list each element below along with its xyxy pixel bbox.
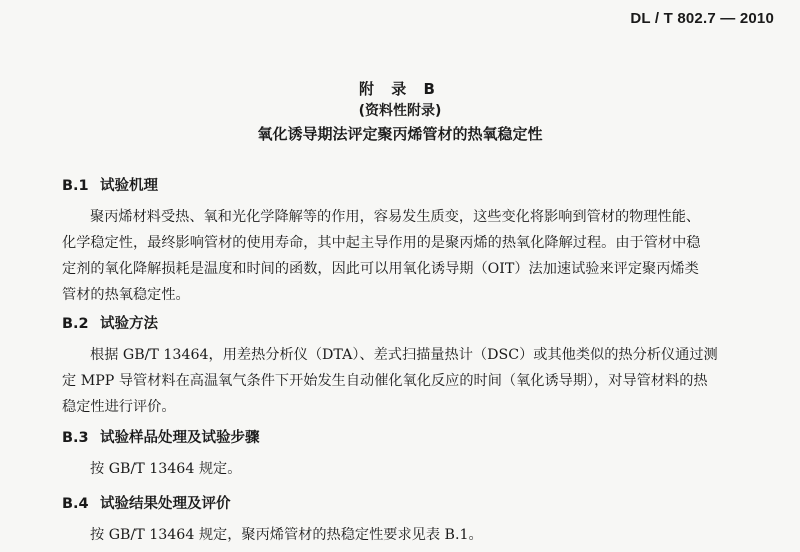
paragraph-line: 定 MPP 导管材料在高温氧气条件下开始发生自动催化氧化反应的时间（氧化诱导期），对导管材料的热 bbox=[62, 373, 708, 389]
section-heading bbox=[62, 314, 770, 334]
appendix-title: 附 录 B bbox=[359, 80, 441, 98]
paragraph-line: 定剂的氧化降解损耗是温度和时间的函数，因此可以用氧化诱导期（OIT）法加速试验来评定聚丙烯类 bbox=[62, 261, 699, 277]
section-number: B.2 bbox=[62, 316, 89, 332]
section-heading bbox=[62, 428, 770, 448]
section-paragraph bbox=[62, 204, 770, 308]
section-paragraph bbox=[62, 456, 770, 482]
section-b3 bbox=[62, 428, 770, 482]
section-number: B.3 bbox=[62, 430, 89, 446]
section-number: B.1 bbox=[62, 178, 89, 194]
paragraph-line: 管材的热氧稳定性。 bbox=[62, 287, 190, 303]
section-paragraph bbox=[62, 522, 770, 548]
appendix-name: 氧化诱导期法评定聚丙烯管材的热氧稳定性 bbox=[257, 125, 543, 143]
section-number: B.4 bbox=[62, 496, 89, 512]
appendix-title-block bbox=[0, 78, 800, 146]
paragraph-line: 按 GB/T 13464 规定。 bbox=[90, 461, 242, 477]
paragraph-line: 按 GB/T 13464 规定，聚丙烯管材的热稳定性要求见表 B.1。 bbox=[90, 527, 483, 543]
section-title: 试验样品处理及试验步骤 bbox=[100, 430, 260, 446]
paragraph-line: 根据 GB/T 13464，用差热分析仪（DTA）、差式扫描量热计（DSC）或其他类似的热分析仪通过测 bbox=[90, 347, 718, 363]
section-title: 试验机理 bbox=[100, 178, 158, 194]
section-heading bbox=[62, 176, 770, 196]
paragraph-line: 聚丙烯材料受热、氧和光化学降解等的作用，容易发生质变，这些变化将影响到管材的物理性能、 bbox=[90, 209, 701, 225]
section-title: 试验方法 bbox=[100, 316, 158, 332]
section-title: 试验结果处理及评价 bbox=[100, 496, 231, 512]
section-b1 bbox=[62, 176, 770, 308]
section-paragraph bbox=[62, 342, 770, 420]
paragraph-line: 稳定性进行评价。 bbox=[62, 399, 176, 415]
standard-code: DL / T 802.7 — 2010 bbox=[630, 10, 774, 27]
paragraph-line: 化学稳定性，最终影响管材的使用寿命，其中起主导作用的是聚丙烯的热氧化降解过程。由于管材中稳 bbox=[62, 235, 701, 251]
section-heading bbox=[62, 494, 770, 514]
section-b4 bbox=[62, 494, 770, 548]
section-b2 bbox=[62, 314, 770, 420]
appendix-subtitle: (资料性附录) bbox=[358, 103, 442, 119]
